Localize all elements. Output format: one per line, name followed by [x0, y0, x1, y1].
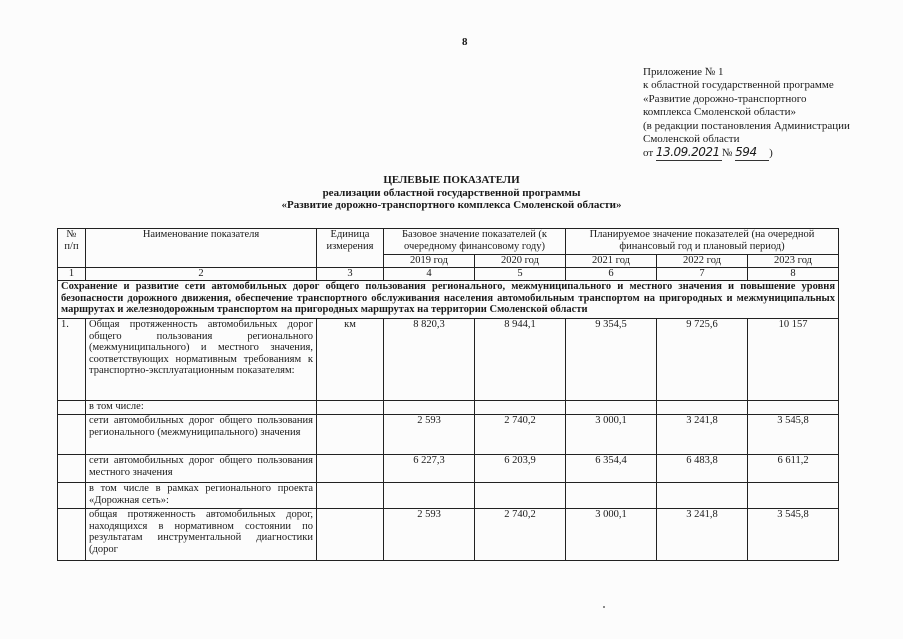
row-unit: [317, 415, 384, 455]
table-row: [58, 319, 839, 401]
row-name: Общая протяженность автомобильных дорог общего пользования регионального (межмуниципального) и местного значения, соответствующих нормативным требованиям к транспортно-эксплуатационным показателям:: [86, 319, 317, 401]
row-value: 2 593: [384, 509, 475, 561]
row-value: 3 241,8: [657, 509, 748, 561]
column-number: 7: [657, 268, 748, 281]
row-unit: [317, 509, 384, 561]
column-number: 1: [58, 268, 86, 281]
row-value: 8 820,3: [384, 319, 475, 401]
row-value: 2 593: [384, 415, 475, 455]
row-value: 3 000,1: [566, 509, 657, 561]
row-value: 2 740,2: [475, 415, 566, 455]
header-unit: Единица измерения: [317, 229, 384, 268]
header-base: Базовое значение показателей (к очередному финансовому году): [384, 229, 566, 255]
title-line-2: реализации областной государственной программы: [322, 186, 581, 199]
appendix-date-line: от 13.09.2021 № 594 ): [643, 145, 773, 160]
table-row: [58, 483, 839, 509]
row-num: [58, 509, 86, 561]
appendix-block: [643, 66, 893, 161]
header-year: 2023 год: [748, 255, 839, 268]
appendix-line: Смоленской области: [643, 133, 740, 146]
column-number: 4: [384, 268, 475, 281]
row-value: 3 545,8: [748, 509, 839, 561]
indicators-table: [57, 228, 839, 561]
column-number: 5: [475, 268, 566, 281]
row-value: [566, 483, 657, 509]
section-title: Сохранение и развитие сети автомобильных дорог общего пользования регионального, межмуниципального и местного значения и повышение уровня безопасности дорожного движения, обеспечение транспортного обслуживания населения автомобильным транспортом на пригородных и межмуниципальных маршрутах и железнодорожным транспортом на пригородных маршрутах на территории Смоленской области: [58, 281, 839, 319]
row-num: 1.: [58, 319, 86, 401]
row-value: 3 545,8: [748, 415, 839, 455]
header-num: № п/п: [58, 229, 86, 268]
header-year: 2022 год: [657, 255, 748, 268]
title-line-1: ЦЕЛЕВЫЕ ПОКАЗАТЕЛИ: [383, 174, 520, 186]
row-value: 9 354,5: [566, 319, 657, 401]
row-unit: [317, 455, 384, 483]
row-name: сети автомобильных дорог общего пользования местного значения: [86, 455, 317, 483]
row-value: [748, 483, 839, 509]
row-value: 9 725,6: [657, 319, 748, 401]
header-year: 2019 год: [384, 255, 475, 268]
row-name: в том числе в рамках регионального проекта «Дорожная сеть»:: [86, 483, 317, 509]
row-value: [475, 401, 566, 415]
column-number: 2: [86, 268, 317, 281]
row-name: общая протяженность автомобильных дорог, находящихся в нормативном состоянии по результатам инструментальной диагностики (дорог: [86, 509, 317, 561]
column-number: 8: [748, 268, 839, 281]
row-unit: [317, 401, 384, 415]
row-name: в том числе:: [86, 401, 317, 415]
row-num: [58, 483, 86, 509]
row-num: [58, 401, 86, 415]
handwritten-number: 594: [735, 146, 769, 160]
scan-dot: [603, 606, 605, 608]
row-value: 6 611,2: [748, 455, 839, 483]
row-value: 8 944,1: [475, 319, 566, 401]
row-value: [384, 401, 475, 415]
row-value: 6 227,3: [384, 455, 475, 483]
row-value: 3 000,1: [566, 415, 657, 455]
header-year: 2021 год: [566, 255, 657, 268]
appendix-line: комплекса Смоленской области»: [643, 106, 797, 119]
date-prefix: от: [643, 147, 654, 160]
row-name: сети автомобильных дорог общего пользования регионального (межмуниципального) значения: [86, 415, 317, 455]
row-value: [384, 483, 475, 509]
header-name: Наименование показателя: [86, 229, 317, 268]
row-value: 6 483,8: [657, 455, 748, 483]
header-planned: Планируемое значение показателей (на очередной финансовый год и плановый период): [566, 229, 839, 255]
row-value: [475, 483, 566, 509]
row-value: 3 241,8: [657, 415, 748, 455]
table-row: [58, 509, 839, 561]
appendix-line: «Развитие дорожно-транспортного: [643, 92, 807, 105]
page-number: 8: [462, 36, 468, 48]
appendix-line: (в редакции постановления Администрации: [643, 119, 850, 132]
number-sign: №: [721, 147, 733, 160]
row-value: [657, 401, 748, 415]
row-num: [58, 455, 86, 483]
appendix-line: к областной государственной программе: [643, 79, 834, 92]
handwritten-date: 13.09.2021: [656, 146, 722, 160]
row-value: 2 740,2: [475, 509, 566, 561]
row-value: 6 203,9: [475, 455, 566, 483]
column-number: 3: [317, 268, 384, 281]
appendix-line: Приложение № 1: [643, 66, 724, 78]
header-year: 2020 год: [475, 255, 566, 268]
row-unit: км: [317, 319, 384, 401]
row-value: [748, 401, 839, 415]
row-value: 10 157: [748, 319, 839, 401]
title-line-3: «Развитие дорожно-транспортного комплекса Смоленской области»: [281, 199, 622, 211]
table-row: [58, 401, 839, 415]
table-row: [58, 415, 839, 455]
row-value: [566, 401, 657, 415]
row-value: [657, 483, 748, 509]
row-num: [58, 415, 86, 455]
column-number: 6: [566, 268, 657, 281]
row-unit: [317, 483, 384, 509]
document-title: [0, 174, 903, 212]
row-value: 6 354,4: [566, 455, 657, 483]
table-row: [58, 455, 839, 483]
